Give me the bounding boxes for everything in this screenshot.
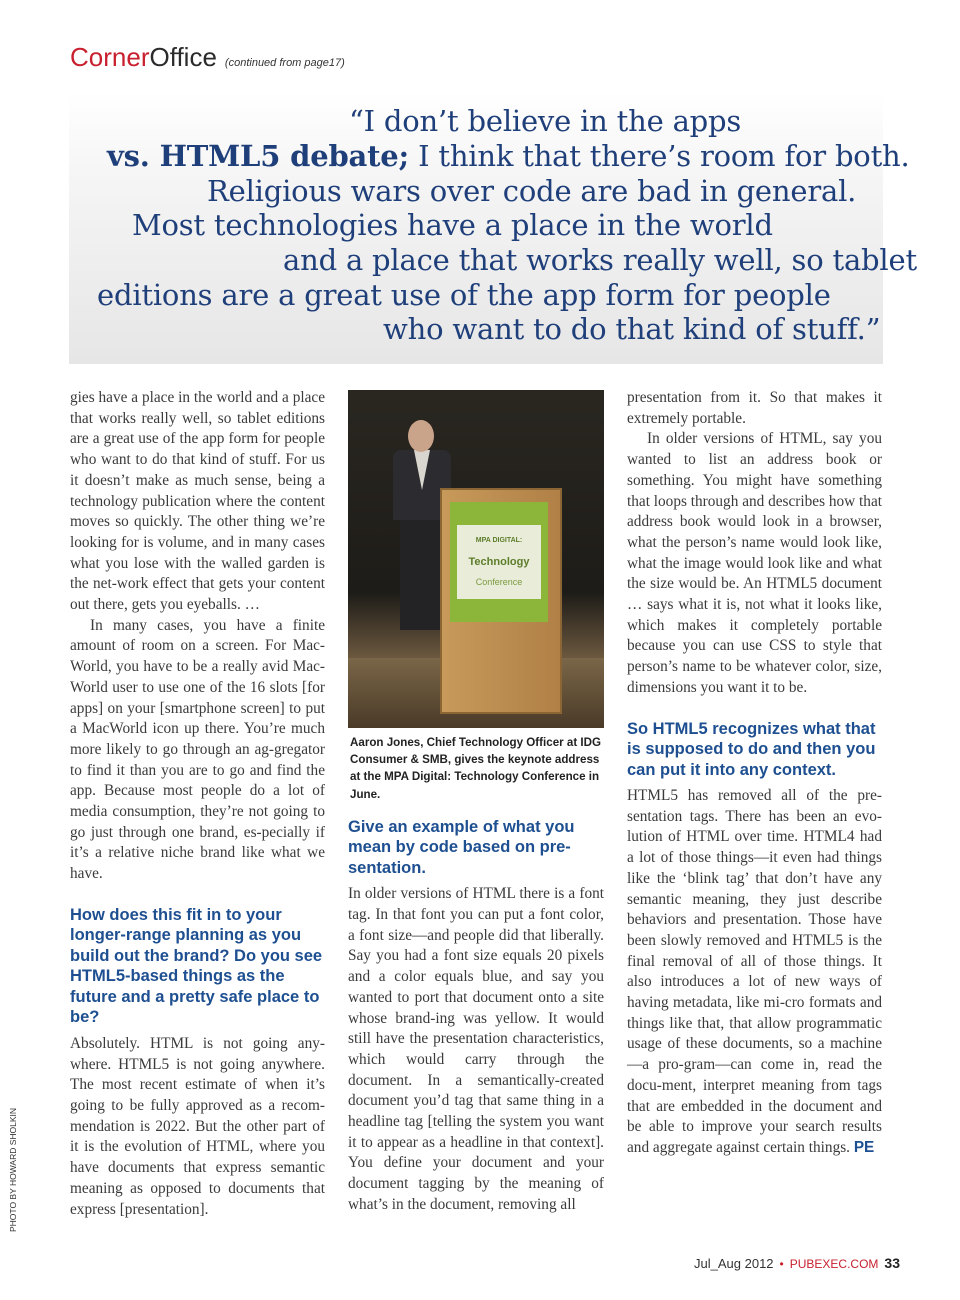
photo-caption: Aaron Jones, Chief Technology Officer at IDG Consumer & SMB, gives the keynote address at the MPA Digital: Technology Conference in June. <box>350 736 602 801</box>
body-paragraph: Absolutely. HTML is not going any-where. HTML5 is not going anywhere. The most recent estimate of when it’s going to be fully approved as a recom-mendation is 2022. But the other part of it is the evolution of HTML, where you have documents that express semantic meaning as opposed to documents that express [presentation]. <box>70 1034 325 1218</box>
body-paragraph: presentation from it. So that makes it extremely portable. <box>627 389 882 427</box>
pull-quote-line: who want to do that kind of stuff.” <box>383 312 881 346</box>
pull-quote-line: editions are a great use of the app form for people <box>97 278 831 312</box>
footer-bullet: • <box>779 1257 784 1271</box>
photo-credit: PHOTO BY HOWARD SHOLKIN <box>8 1107 18 1232</box>
section-title-office: Office <box>149 42 217 72</box>
issue-date: Jul_Aug 2012 <box>694 1256 774 1271</box>
pull-quote-line: and a place that works really well, so tablet <box>283 243 917 277</box>
pull-quote-bold: vs. HTML5 debate; <box>107 139 410 173</box>
pull-quote-line <box>107 139 910 173</box>
pull-quote-rest: I think that there’s room for both. <box>409 139 910 173</box>
pull-quote <box>69 92 917 364</box>
page-header <box>70 42 345 73</box>
website-link[interactable]: PUBEXEC.COM <box>789 1257 879 1271</box>
body-paragraph: gies have a place in the world and a place that works really well, so tablet editions are a great use of the app form for people who want to do that kind of stuff. For us it doesn’t make as much sense, being a technology publication where the content moves so quickly. The other thing we’re looking for is volume, and in many cases what you lose with the walled garden is the net-work effect that gets your content out there, gets you eyeballs. … <box>70 389 325 614</box>
end-mark: PE <box>853 1139 875 1156</box>
body-paragraph <box>627 786 882 1159</box>
sign-text: Conference <box>475 577 523 588</box>
sign-text: Technology <box>468 555 530 568</box>
body-paragraph: In many cases, you have a finite amount of room on a screen. For Mac-World, you have to be a really avid Mac-World user to use one of the 16 slots [for apps] on your [smartphone screen] to put a MacWorld icon up there. You’re much more likely to go through an ag-gregator to find it than you are to go and find the app. Because most people do a lot of media consumption, they’re not going to go just through one brand, es-pecially if it’s a relative niche brand like what we have. <box>70 616 325 883</box>
body-paragraph: In older versions of HTML, say you wanted to list an address book or something. You might have something that loops through and describes how that address book would look in a browser, what the person’s name would look like, what the image would look like and what the size would be. An HTML5 document … says what it is, not what it looks like, which makes it completely portable because you can use CSS to style that person’s name to be whatever color, size, dimensions you want it to be. <box>627 430 882 696</box>
interview-question: Give an example of what you mean by code based on pre-sentation. <box>348 817 575 877</box>
body-text: HTML5 has removed all of the pre-sentation tags. There has been an evo-lution of HTML over time. HTML4 had a lot of those things—it even had things like the ‘blink tag’ that don’t have any semantic meaning, they just describe behaviors and presentation. Those have been slowly removed and HTML5 is the final removal of all of those things. It also introduces a lot of new ways of having metadata, like mi-cro formats and things like that, that allow programmatic usage of these documents, so a machine—a pro-gram—can come in, read the docu-ment, interpret meaning from tags that are embedded in the document and be able to improve your search results and aggregate against certain things. <box>627 787 882 1156</box>
article-column-1 <box>70 388 325 1220</box>
speaker-figure <box>400 520 444 630</box>
page-footer <box>694 1255 900 1271</box>
pull-quote-line: Religious wars over code are bad in general. <box>207 174 857 208</box>
continued-note: (continued from page17) <box>224 57 345 69</box>
article-column-3 <box>627 388 882 1159</box>
body-paragraph: In older versions of HTML there is a font tag. In that font you can put a font color, a font size—and people did that liberally. Say you had a font size equals 20 pixels and a color equals blue, and say you wanted to port that document onto a site whose brand-ing was yellow. It would still have the presentation characteristics, which would carry through the document. In a semantically-created document you’d tag that same thing in a headline tag [telling the system you want it to appear as a headline in that context]. You define your document and your document tagging by the meaning of what’s in the document, removing all <box>348 885 604 1213</box>
sign-text: MPA DIGITAL: <box>475 536 523 544</box>
section-title-corner: Corner <box>70 42 150 72</box>
keynote-photo <box>348 390 604 728</box>
conference-sign <box>450 502 548 622</box>
pull-quote-line: “I don’t believe in the apps <box>349 104 742 138</box>
article-column-2 <box>348 388 604 1216</box>
pull-quote-line: Most technologies have a place in the world <box>132 208 773 242</box>
page-number: 33 <box>884 1255 900 1271</box>
interview-question: So HTML5 recognizes what that is supposed to do and then you can put it into any context. <box>627 719 876 779</box>
interview-question: How does this fit in to your longer-range planning as you build out the brand? Do you see HTML5-based things as the future and a pretty safe place to be? <box>70 905 323 1027</box>
